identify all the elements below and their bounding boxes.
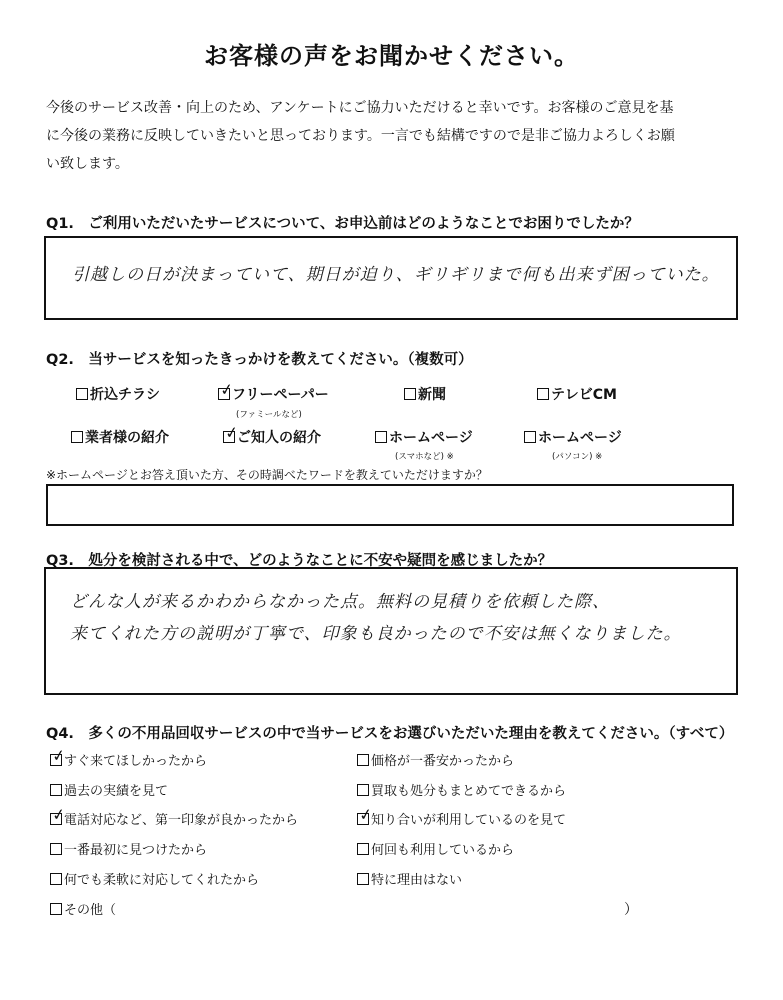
checkmark-icon: ✓	[50, 745, 67, 766]
checkbox[interactable]	[375, 431, 387, 443]
q4-option-good-first-impression[interactable]: ✓ 電話対応など、第一印象が良かったから	[50, 804, 299, 828]
q1-answer-box[interactable]	[44, 236, 738, 320]
q2-note: ※ホームページとお答え頂いた方、その時調べたワードを教えていただけますか？	[46, 468, 488, 482]
checkbox[interactable]	[357, 784, 369, 796]
q4-option-found-first[interactable]: 一番最初に見つけたから	[50, 839, 207, 858]
checkbox[interactable]	[357, 873, 369, 885]
checkmark-icon: ✓	[218, 379, 235, 400]
page-title: お客様の声をお聞かせください。	[204, 42, 579, 70]
q2-option-newspaper[interactable]: 新聞	[404, 384, 446, 404]
q2-option-vendor-referral[interactable]: 業者様の紹介	[71, 427, 169, 447]
checkbox[interactable]	[404, 388, 416, 400]
checkbox-checked[interactable]	[357, 804, 374, 825]
q4-option-track-record[interactable]: 過去の実績を見て	[50, 780, 168, 799]
q1-answer-text: 引越しの日が決まっていて、期日が迫り、ギリギリまで何も出来ず困っていた。	[72, 265, 720, 285]
q4-option-came-quickly[interactable]: ✓ すぐ来てほしかったから	[50, 745, 208, 769]
q2-option-tv-cm[interactable]: テレビCM	[537, 384, 617, 404]
checkbox-checked[interactable]	[50, 745, 67, 766]
q4-other-close-paren: ）	[624, 902, 638, 918]
q4-option-other[interactable]: その他（	[50, 899, 116, 918]
checkbox[interactable]	[50, 903, 62, 915]
checkbox[interactable]	[50, 784, 62, 796]
checkbox[interactable]	[50, 873, 62, 885]
checkbox-checked[interactable]	[50, 804, 67, 825]
q2-option-homepage-smartphone[interactable]: ホームページ	[375, 427, 473, 447]
checkbox[interactable]	[357, 754, 369, 766]
q4-option-acquaintance-uses[interactable]: ✓ 知り合いが利用しているのを見て	[357, 804, 567, 828]
q2-search-words-box[interactable]	[46, 484, 734, 526]
checkbox[interactable]	[537, 388, 549, 400]
checkbox[interactable]	[524, 431, 536, 443]
q4-label: Q4. 多くの不用品回収サービスの中で当サービスをお選びいただいた理由を教えてください。（すべて）	[46, 726, 734, 742]
intro-line-2: に今後の業務に反映していきたいと思っております。一言でも結構ですので是非ご協力よろしくお願	[46, 128, 675, 144]
checkmark-icon: ✓	[223, 422, 240, 443]
q3-answer-box[interactable]	[44, 567, 738, 695]
q2-label: Q2. 当サービスを知ったきっかけを教えてください。（複数可）	[46, 352, 473, 368]
intro-line-3: い致します。	[46, 156, 129, 172]
q3-answer-line-1: どんな人が来るかわからなかった点。無料の見積りを依頼した際、	[70, 592, 610, 612]
q4-option-used-many-times[interactable]: 何回も利用しているから	[357, 839, 514, 858]
q1-label: Q1. ご利用いただいたサービスについて、お申込前はどのようなことでお困りでしたか？	[46, 216, 639, 232]
q4-option-cheapest[interactable]: 価格が一番安かったから	[357, 750, 514, 769]
q4-option-buy-and-dispose[interactable]: 買取も処分もまとめてできるから	[357, 780, 566, 799]
q2-option-free-paper[interactable]: ✓ フリーペーパー	[218, 379, 329, 403]
q2-option-flyer[interactable]: 折込チラシ	[76, 384, 160, 404]
q4-option-no-reason[interactable]: 特に理由はない	[357, 869, 462, 888]
checkbox[interactable]	[76, 388, 88, 400]
q2-option-sub-smartphone: (スマホなど) ※	[395, 452, 454, 462]
q3-label: Q3. 処分を検討される中で、どのようなことに不安や疑問を感じましたか？	[46, 553, 553, 569]
q2-option-sub-pc: (パソコン) ※	[552, 452, 603, 462]
checkbox-checked[interactable]	[218, 379, 235, 400]
q2-option-acquaintance-referral[interactable]: ✓ ご知人の紹介	[223, 422, 321, 446]
checkbox[interactable]	[357, 843, 369, 855]
checkmark-icon: ✓	[50, 804, 67, 825]
q2-option-sub-famil: (ファミールなど)	[236, 410, 302, 420]
q3-answer-line-2: 来てくれた方の説明が丁寧で、印象も良かったので不安は無くなりました。	[70, 624, 682, 644]
checkbox[interactable]	[71, 431, 83, 443]
q2-option-homepage-pc[interactable]: ホームページ	[524, 427, 622, 447]
intro-line-1: 今後のサービス改善・向上のため、アンケートにご協力いただけると幸いです。お客様のご意見を基	[46, 100, 674, 116]
checkmark-icon: ✓	[357, 804, 374, 825]
q4-option-flexible[interactable]: 何でも柔軟に対応してくれたから	[50, 869, 259, 888]
checkbox-checked[interactable]	[223, 422, 240, 443]
checkbox[interactable]	[50, 843, 62, 855]
